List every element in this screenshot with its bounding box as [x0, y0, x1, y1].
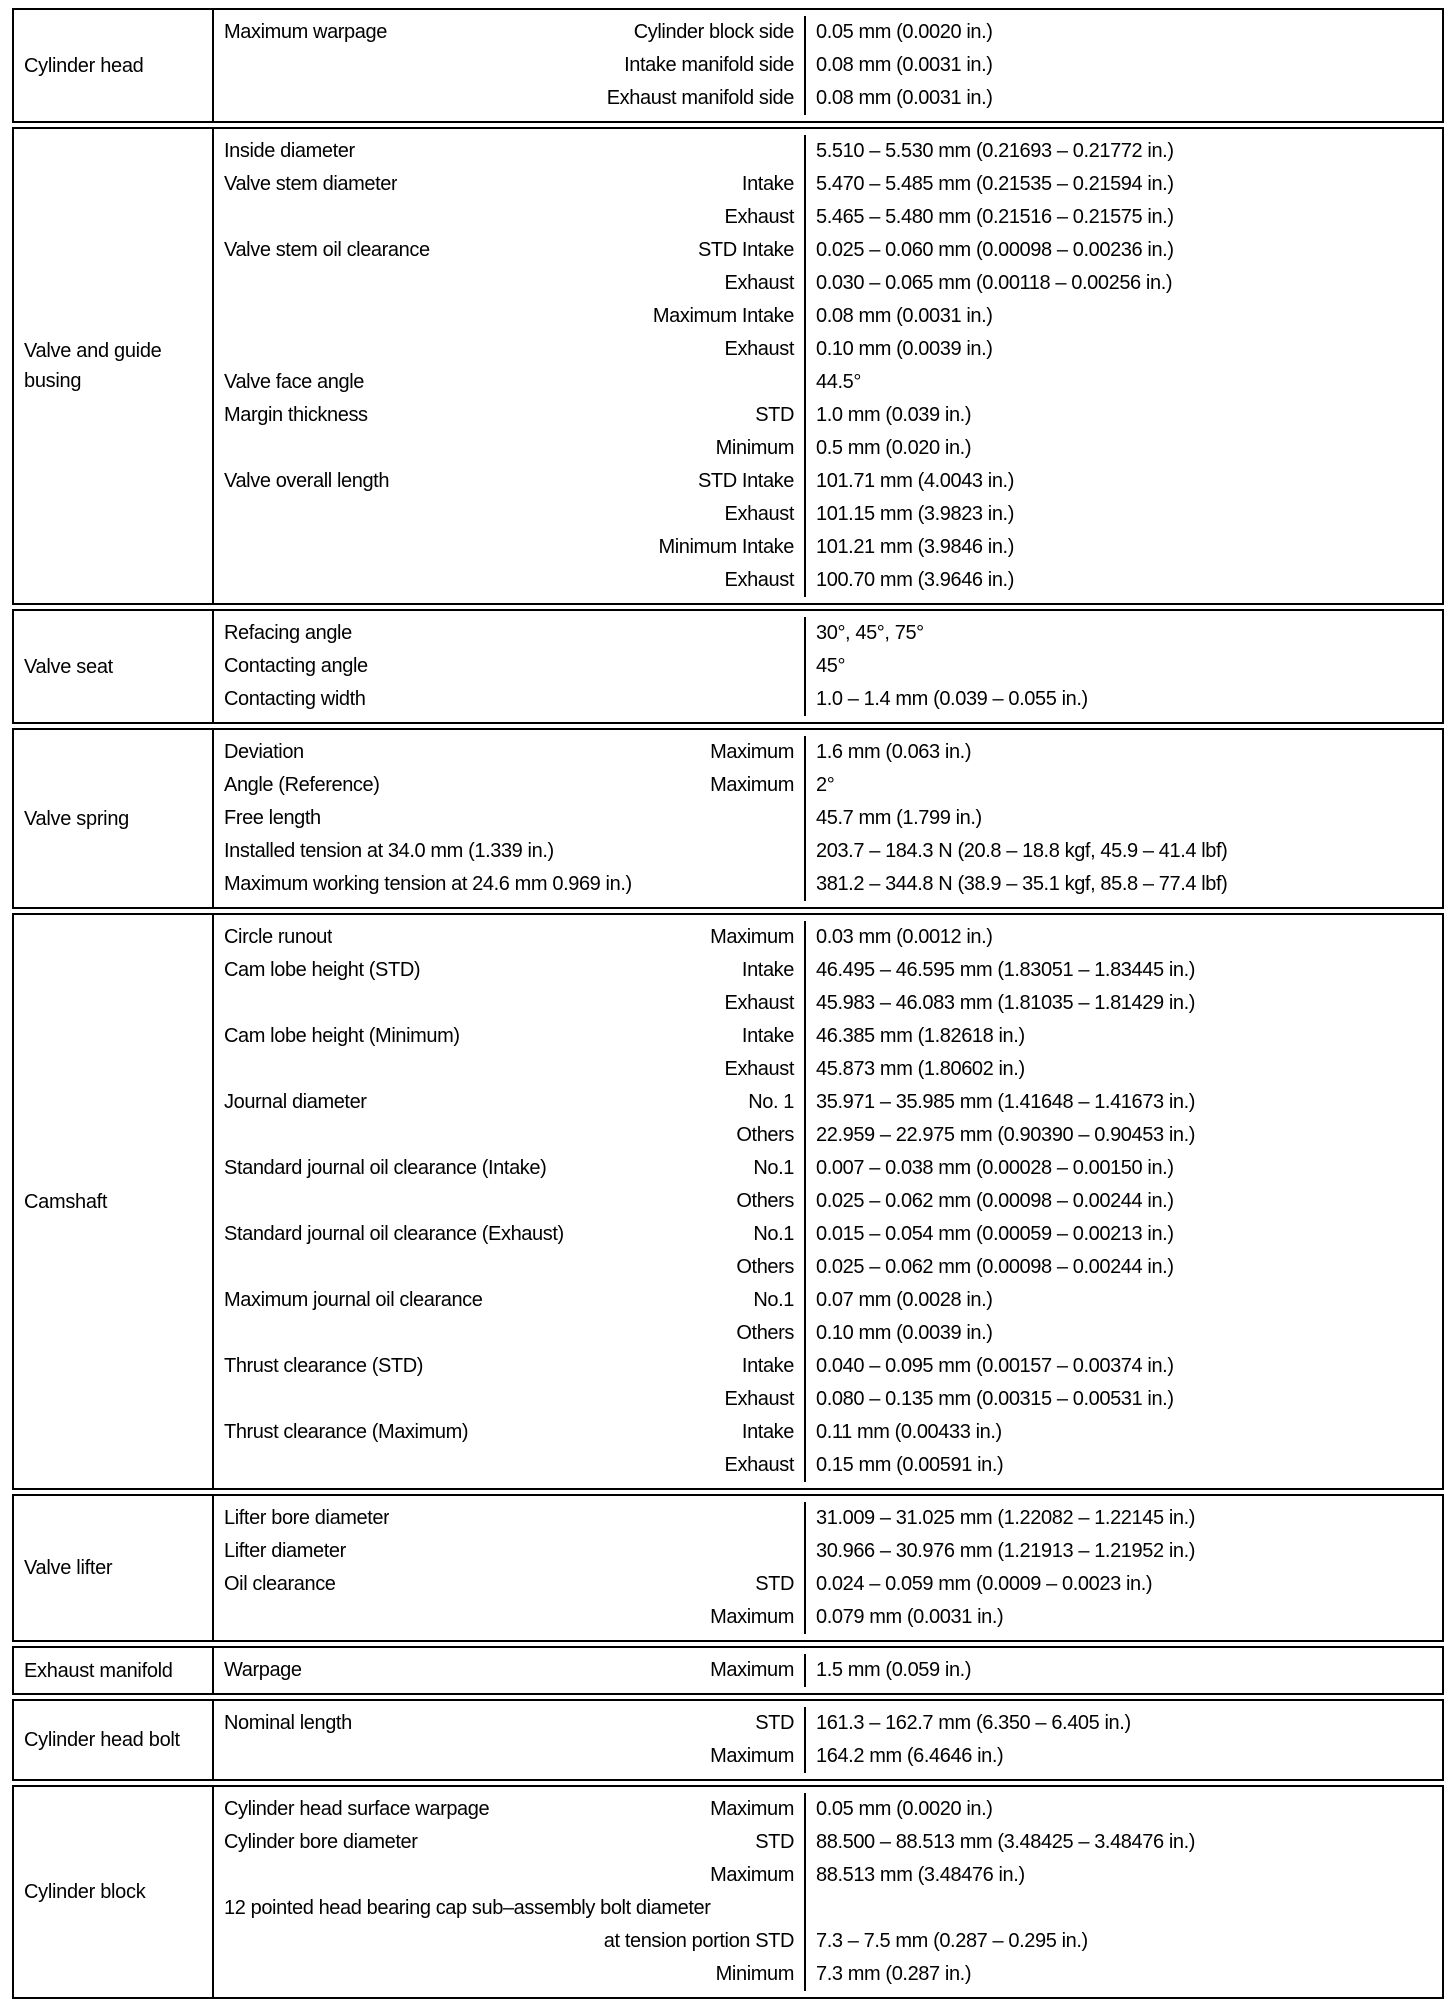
spec-row: [214, 1185, 1442, 1218]
spec-label-cell: [214, 432, 806, 465]
spec-label-cell: [214, 300, 806, 333]
spec-label-cell: [214, 736, 806, 769]
spec-row: [214, 802, 1442, 835]
spec-condition: Maximum: [710, 741, 794, 763]
spec-condition: Exhaust: [724, 569, 794, 591]
spec-row: [214, 1654, 1442, 1687]
spec-label-cell: [214, 987, 806, 1020]
spec-condition: Others: [736, 1190, 794, 1212]
spec-item: Oil clearance: [224, 1573, 336, 1595]
spec-row: [214, 868, 1442, 901]
spec-item: Maximum working tension at 24.6 mm 0.969 in.): [224, 873, 632, 895]
spec-label-cell: [214, 1317, 806, 1350]
spec-row: [214, 1601, 1442, 1634]
spec-label-cell: [214, 465, 806, 498]
spec-condition: Exhaust: [724, 338, 794, 360]
spec-condition: Intake manifold side: [624, 54, 794, 76]
spec-label-cell: [214, 267, 806, 300]
spec-label-cell: [214, 333, 806, 366]
spec-value: 22.959 – 22.975 mm (0.90390 – 0.90453 in.): [816, 1124, 1196, 1146]
spec-condition: Exhaust manifold side: [606, 87, 794, 109]
spec-item: Cam lobe height (Minimum): [224, 1025, 460, 1047]
spec-item: Cylinder head surface warpage: [224, 1798, 490, 1820]
section-name: Cylinder block: [14, 1787, 214, 1997]
spec-value: 30.966 – 30.976 mm (1.21913 – 1.21952 in.): [816, 1540, 1196, 1562]
section-rows: [214, 1496, 1442, 1640]
spec-row: [214, 1859, 1442, 1892]
spec-condition: Others: [736, 1322, 794, 1344]
section-rows: [214, 915, 1442, 1488]
spec-label-cell: [214, 1535, 806, 1568]
spec-value: 0.05 mm (0.0020 in.): [816, 21, 993, 43]
spec-row: [214, 498, 1442, 531]
spec-condition: STD: [755, 1712, 794, 1734]
spec-item: Valve overall length: [224, 470, 390, 492]
spec-value: 0.15 mm (0.00591 in.): [816, 1454, 1004, 1476]
spec-condition: Intake: [741, 959, 794, 981]
spec-row: [214, 769, 1442, 802]
spec-label-cell: [214, 1958, 806, 1991]
spec-label-cell: [214, 1601, 806, 1634]
spec-condition: Exhaust: [724, 206, 794, 228]
spec-condition: Maximum: [710, 774, 794, 796]
spec-row: [214, 1535, 1442, 1568]
spec-row: [214, 650, 1442, 683]
spec-section: [12, 728, 1444, 909]
spec-label-cell: [214, 835, 806, 868]
spec-row: [214, 82, 1442, 115]
spec-row: [214, 617, 1442, 650]
section-rows: [214, 10, 1442, 121]
spec-row: [214, 1568, 1442, 1601]
spec-item: Journal diameter: [224, 1091, 367, 1113]
spec-condition: Maximum Intake: [652, 305, 794, 327]
spec-section: [12, 127, 1444, 605]
spec-item: Warpage: [224, 1659, 302, 1681]
spec-label-cell: [214, 868, 806, 901]
spec-value: 0.079 mm (0.0031 in.): [816, 1606, 1004, 1628]
spec-item: Valve face angle: [224, 371, 364, 393]
section-rows: [214, 129, 1442, 603]
section-name: Cylinder head: [14, 10, 214, 121]
section-name: Exhaust manifold: [14, 1648, 214, 1693]
spec-row: [214, 835, 1442, 868]
spec-section: [12, 1785, 1444, 1999]
spec-label-cell: [214, 1707, 806, 1740]
spec-label-cell: [214, 82, 806, 115]
spec-item: Angle (Reference): [224, 774, 380, 796]
spec-row: [214, 1707, 1442, 1740]
spec-label-cell: [214, 366, 806, 399]
spec-row: [214, 300, 1442, 333]
spec-label-cell: [214, 234, 806, 267]
spec-condition: Minimum: [715, 1963, 794, 1985]
spec-item: Valve stem oil clearance: [224, 239, 430, 261]
spec-value: 7.3 – 7.5 mm (0.287 – 0.295 in.): [816, 1930, 1088, 1952]
spec-label-cell: [214, 1859, 806, 1892]
spec-row: [214, 1251, 1442, 1284]
spec-label-cell: [214, 498, 806, 531]
spec-item: Cylinder bore diameter: [224, 1831, 418, 1853]
spec-value: 0.025 – 0.062 mm (0.00098 – 0.00244 in.): [816, 1256, 1174, 1278]
section-rows: [214, 611, 1442, 722]
spec-value: 0.03 mm (0.0012 in.): [816, 926, 993, 948]
spec-condition: Intake: [741, 1421, 794, 1443]
spec-row: [214, 1152, 1442, 1185]
spec-condition: Maximum: [710, 1798, 794, 1820]
spec-condition: No. 1: [748, 1091, 794, 1113]
spec-label-cell: [214, 1383, 806, 1416]
spec-row: [214, 267, 1442, 300]
spec-value: 0.025 – 0.062 mm (0.00098 – 0.00244 in.): [816, 1190, 1174, 1212]
spec-row: [214, 16, 1442, 49]
spec-label-cell: [214, 1654, 806, 1687]
spec-row: [214, 135, 1442, 168]
spec-value: 101.15 mm (3.9823 in.): [816, 503, 1014, 525]
spec-row: [214, 1284, 1442, 1317]
spec-item: Thrust clearance (STD): [224, 1355, 424, 1377]
spec-row: [214, 683, 1442, 716]
spec-value: 0.024 – 0.059 mm (0.0009 – 0.0023 in.): [816, 1573, 1153, 1595]
spec-condition: No.1: [753, 1157, 794, 1179]
spec-value: 45°: [816, 655, 846, 677]
spec-condition: Exhaust: [724, 992, 794, 1014]
spec-label-cell: [214, 921, 806, 954]
spec-value: 0.08 mm (0.0031 in.): [816, 54, 993, 76]
spec-value: 0.007 – 0.038 mm (0.00028 – 0.00150 in.): [816, 1157, 1174, 1179]
spec-label-cell: [214, 1053, 806, 1086]
section-rows: [214, 730, 1442, 907]
spec-row: [214, 736, 1442, 769]
spec-label-cell: [214, 769, 806, 802]
spec-item: Contacting angle: [224, 655, 368, 677]
spec-value: 1.0 – 1.4 mm (0.039 – 0.055 in.): [816, 688, 1088, 710]
spec-row: [214, 1416, 1442, 1449]
spec-value: 381.2 – 344.8 N (38.9 – 35.1 kgf, 85.8 – 77.4 lbf): [816, 873, 1228, 895]
spec-item: Contacting width: [224, 688, 366, 710]
spec-value: 203.7 – 184.3 N (20.8 – 18.8 kgf, 45.9 – 41.4 lbf): [816, 840, 1228, 862]
spec-row: [214, 1925, 1442, 1958]
spec-value: 5.510 – 5.530 mm (0.21693 – 0.21772 in.): [816, 140, 1174, 162]
spec-label-cell: [214, 49, 806, 82]
spec-row: [214, 432, 1442, 465]
spec-value: 88.500 – 88.513 mm (3.48425 – 3.48476 in.): [816, 1831, 1196, 1853]
spec-value: 2°: [816, 774, 835, 796]
spec-value: 31.009 – 31.025 mm (1.22082 – 1.22145 in.): [816, 1507, 1196, 1529]
spec-condition: Maximum: [710, 1606, 794, 1628]
spec-label-cell: [214, 1740, 806, 1773]
spec-row: [214, 564, 1442, 597]
spec-condition: Exhaust: [724, 1454, 794, 1476]
section-rows: [214, 1701, 1442, 1779]
section-name: Camshaft: [14, 915, 214, 1488]
spec-condition: Exhaust: [724, 1058, 794, 1080]
spec-condition: Exhaust: [724, 1388, 794, 1410]
spec-item: Standard journal oil clearance (Exhaust): [224, 1223, 564, 1245]
spec-label-cell: [214, 1152, 806, 1185]
spec-condition: Maximum: [710, 1864, 794, 1886]
spec-label-cell: [214, 1826, 806, 1859]
spec-row: [214, 954, 1442, 987]
spec-condition: Maximum: [710, 1659, 794, 1681]
spec-condition: No.1: [753, 1289, 794, 1311]
spec-item: Valve stem diameter: [224, 173, 398, 195]
spec-value: 161.3 – 162.7 mm (6.350 – 6.405 in.): [816, 1712, 1131, 1734]
spec-value: 164.2 mm (6.4646 in.): [816, 1745, 1004, 1767]
spec-condition: STD Intake: [697, 470, 794, 492]
spec-item: Lifter bore diameter: [224, 1507, 390, 1529]
spec-condition: Intake: [741, 1025, 794, 1047]
spec-row: [214, 465, 1442, 498]
spec-item: Margin thickness: [224, 404, 368, 426]
spec-row: [214, 1350, 1442, 1383]
spec-item: Maximum warpage: [224, 21, 387, 43]
spec-value: 1.0 mm (0.039 in.): [816, 404, 972, 426]
spec-label-cell: [214, 1185, 806, 1218]
spec-label-cell: [214, 564, 806, 597]
spec-label-cell: [214, 168, 806, 201]
spec-row: [214, 1449, 1442, 1482]
spec-label-cell: [214, 1086, 806, 1119]
spec-value: 0.040 – 0.095 mm (0.00157 – 0.00374 in.): [816, 1355, 1174, 1377]
spec-label-cell: [214, 954, 806, 987]
spec-row: [214, 1119, 1442, 1152]
section-rows: [214, 1787, 1442, 1997]
spec-row: [214, 1502, 1442, 1535]
spec-value: 30°, 45°, 75°: [816, 622, 924, 644]
spec-condition: Minimum: [715, 437, 794, 459]
spec-value: 0.08 mm (0.0031 in.): [816, 87, 993, 109]
spec-row: [214, 1383, 1442, 1416]
spec-label-cell: [214, 201, 806, 234]
spec-value: 0.11 mm (0.00433 in.): [816, 1421, 1002, 1443]
spec-label-cell: [214, 1568, 806, 1601]
spec-label-cell: [214, 1449, 806, 1482]
spec-item: Standard journal oil clearance (Intake): [224, 1157, 547, 1179]
spec-item: Installed tension at 34.0 mm (1.339 in.): [224, 840, 554, 862]
spec-value: 0.025 – 0.060 mm (0.00098 – 0.00236 in.): [816, 239, 1174, 261]
section-name: Valve and guide busing: [14, 129, 214, 603]
spec-value: 0.10 mm (0.0039 in.): [816, 1322, 993, 1344]
spec-item: Refacing angle: [224, 622, 352, 644]
spec-row: [214, 921, 1442, 954]
spec-label-cell: [214, 1284, 806, 1317]
spec-label-cell: [214, 399, 806, 432]
spec-item: Nominal length: [224, 1712, 352, 1734]
spec-row: [214, 987, 1442, 1020]
spec-item: Lifter diameter: [224, 1540, 346, 1562]
spec-value: 0.07 mm (0.0028 in.): [816, 1289, 993, 1311]
spec-row: [214, 1053, 1442, 1086]
spec-value: 0.05 mm (0.0020 in.): [816, 1798, 993, 1820]
spec-condition: at tension portion STD: [603, 1930, 794, 1952]
spec-value: 45.7 mm (1.799 in.): [816, 807, 982, 829]
spec-value: 45.873 mm (1.80602 in.): [816, 1058, 1025, 1080]
spec-label-cell: [214, 802, 806, 835]
spec-item: Maximum journal oil clearance: [224, 1289, 483, 1311]
spec-value: 7.3 mm (0.287 in.): [816, 1963, 972, 1985]
spec-value: 0.080 – 0.135 mm (0.00315 – 0.00531 in.): [816, 1388, 1174, 1410]
spec-section: [12, 1699, 1444, 1781]
spec-value: 0.10 mm (0.0039 in.): [816, 338, 993, 360]
spec-condition: Intake: [741, 1355, 794, 1377]
spec-label-cell: [214, 1793, 806, 1826]
spec-section: [12, 913, 1444, 1490]
spec-row: [214, 1892, 1442, 1925]
spec-value: 0.015 – 0.054 mm (0.00059 – 0.00213 in.): [816, 1223, 1174, 1245]
spec-section: [12, 1494, 1444, 1642]
spec-row: [214, 1317, 1442, 1350]
spec-value: 101.71 mm (4.0043 in.): [816, 470, 1014, 492]
spec-row: [214, 333, 1442, 366]
spec-item: Deviation: [224, 741, 304, 763]
spec-label-cell: [214, 135, 806, 168]
spec-item: Cam lobe height (STD): [224, 959, 421, 981]
section-name: Cylinder head bolt: [14, 1701, 214, 1779]
spec-label-cell: [214, 650, 806, 683]
spec-label-cell: [214, 1251, 806, 1284]
spec-value: 100.70 mm (3.9646 in.): [816, 569, 1014, 591]
spec-item: Inside diameter: [224, 140, 355, 162]
spec-value: 1.5 mm (0.059 in.): [816, 1659, 972, 1681]
spec-section: [12, 8, 1444, 123]
spec-condition: STD Intake: [697, 239, 794, 261]
spec-label-cell: [214, 1218, 806, 1251]
spec-value: 101.21 mm (3.9846 in.): [816, 536, 1014, 558]
spec-row: [214, 531, 1442, 564]
spec-condition: Exhaust: [724, 503, 794, 525]
spec-row: [214, 1958, 1442, 1991]
spec-row: [214, 1218, 1442, 1251]
spec-item: Free length: [224, 807, 321, 829]
section-name: Valve seat: [14, 611, 214, 722]
spec-value: 35.971 – 35.985 mm (1.41648 – 1.41673 in.): [816, 1091, 1196, 1113]
spec-condition: Maximum: [710, 926, 794, 948]
spec-row: [214, 168, 1442, 201]
spec-row: [214, 366, 1442, 399]
spec-value: 46.495 – 46.595 mm (1.83051 – 1.83445 in.): [816, 959, 1196, 981]
section-rows: [214, 1648, 1442, 1693]
spec-label-cell: [214, 16, 806, 49]
spec-value: 45.983 – 46.083 mm (1.81035 – 1.81429 in.): [816, 992, 1196, 1014]
spec-value: 5.465 – 5.480 mm (0.21516 – 0.21575 in.): [816, 206, 1174, 228]
section-name: Valve spring: [14, 730, 214, 907]
spec-section: [12, 609, 1444, 724]
spec-row: [214, 201, 1442, 234]
spec-value: 46.385 mm (1.82618 in.): [816, 1025, 1025, 1047]
spec-label-cell: [214, 1502, 806, 1535]
spec-value: 0.08 mm (0.0031 in.): [816, 305, 993, 327]
spec-value: 0.5 mm (0.020 in.): [816, 437, 972, 459]
spec-label-cell: [214, 1119, 806, 1152]
spec-value: 1.6 mm (0.063 in.): [816, 741, 972, 763]
spec-value: 5.470 – 5.485 mm (0.21535 – 0.21594 in.): [816, 173, 1174, 195]
spec-section: [12, 1646, 1444, 1695]
spec-label-cell: [214, 1020, 806, 1053]
spec-label-cell: [214, 1892, 806, 1925]
spec-item: 12 pointed head bearing cap sub–assembly bolt diameter: [224, 1897, 711, 1919]
spec-row: [214, 1793, 1442, 1826]
spec-table: [12, 8, 1444, 1999]
spec-row: [214, 49, 1442, 82]
spec-item: Circle runout: [224, 926, 333, 948]
spec-condition: STD: [755, 1573, 794, 1595]
spec-label-cell: [214, 683, 806, 716]
spec-row: [214, 234, 1442, 267]
spec-label-cell: [214, 617, 806, 650]
spec-row: [214, 1826, 1442, 1859]
spec-condition: Minimum Intake: [658, 536, 794, 558]
spec-row: [214, 1020, 1442, 1053]
spec-condition: Others: [736, 1124, 794, 1146]
spec-condition: Cylinder block side: [633, 21, 794, 43]
spec-condition: Exhaust: [724, 272, 794, 294]
spec-value: 44.5°: [816, 371, 861, 393]
spec-condition: STD: [755, 1831, 794, 1853]
spec-condition: Intake: [741, 173, 794, 195]
spec-condition: Others: [736, 1256, 794, 1278]
spec-label-cell: [214, 531, 806, 564]
spec-value: 88.513 mm (3.48476 in.): [816, 1864, 1025, 1886]
spec-label-cell: [214, 1416, 806, 1449]
spec-condition: STD: [755, 404, 794, 426]
spec-row: [214, 1740, 1442, 1773]
spec-condition: No.1: [753, 1223, 794, 1245]
spec-value: 0.030 – 0.065 mm (0.00118 – 0.00256 in.): [816, 272, 1173, 294]
section-name: Valve lifter: [14, 1496, 214, 1640]
spec-label-cell: [214, 1925, 806, 1958]
spec-row: [214, 399, 1442, 432]
spec-condition: Maximum: [710, 1745, 794, 1767]
spec-label-cell: [214, 1350, 806, 1383]
spec-item: Thrust clearance (Maximum): [224, 1421, 469, 1443]
spec-row: [214, 1086, 1442, 1119]
